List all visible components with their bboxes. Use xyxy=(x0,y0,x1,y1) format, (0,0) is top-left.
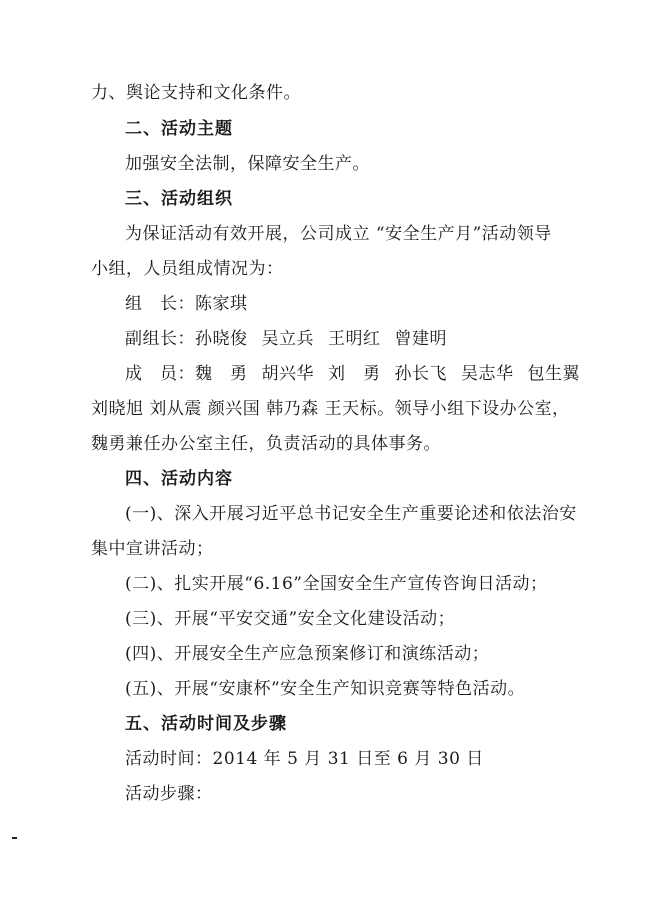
organization-paragraph-line-2: 小组，人员组成情况为： xyxy=(91,259,284,279)
member-name: 吴志华 xyxy=(461,364,514,384)
deputy-label: 副组长： xyxy=(125,329,195,349)
schedule-steps-label: 活动步骤： xyxy=(125,784,213,804)
member-name: 孙长飞 xyxy=(394,364,447,384)
organization-paragraph-line-1: 为保证活动有效开展，公司成立 “安全生产月”活动领导 xyxy=(125,224,552,244)
leader-label: 组 长： xyxy=(125,294,195,314)
content-item-1-line-1: (一)、深入开展习近平总书记安全生产重要论述和依法治安 xyxy=(125,504,577,524)
deputy-name: 曾建明 xyxy=(394,329,447,349)
scan-mark xyxy=(12,837,17,839)
deputy-name: 孙晓俊 xyxy=(195,329,248,349)
leader-row xyxy=(125,293,248,315)
content-item-2: (二)、扎实开展“6.16”全国安全生产宣传咨询日活动； xyxy=(125,574,548,594)
theme-text: 加强安全法制，保障安全生产。 xyxy=(125,154,370,174)
section-heading-schedule: 五、活动时间及步骤 xyxy=(125,714,287,734)
section-heading-content: 四、活动内容 xyxy=(125,469,233,489)
members-row-3: 魏勇兼任办公室主任，负责活动的具体事务。 xyxy=(91,434,441,454)
member-name: 胡兴华 xyxy=(261,364,314,384)
deputy-row xyxy=(125,328,447,350)
member-name: 包生翼 xyxy=(527,364,580,384)
member-label: 成 员： xyxy=(125,364,195,384)
leader-name: 陈家琪 xyxy=(195,294,248,314)
content-item-1-line-2: 集中宣讲活动； xyxy=(91,539,214,559)
section-heading-theme: 二、活动主题 xyxy=(125,119,233,139)
continuation-line: 力、舆论支持和文化条件。 xyxy=(91,83,301,103)
content-item-5: (五)、开展“安康杯”安全生产知识竞赛等特色活动。 xyxy=(125,679,526,699)
section-heading-organization: 三、活动组织 xyxy=(125,189,233,209)
member-name: 魏 勇 xyxy=(195,364,248,384)
content-item-3: (三)、开展“平安交通”安全文化建设活动； xyxy=(125,609,456,629)
deputy-name: 吴立兵 xyxy=(261,329,314,349)
deputy-name: 王明红 xyxy=(328,329,381,349)
member-name: 刘 勇 xyxy=(328,364,381,384)
members-row-2: 刘晓旭 刘从震 颜兴国 韩乃森 王天标。领导小组下设办公室， xyxy=(91,399,570,419)
schedule-time: 活动时间：2014 年 5 月 31 日至 6 月 30 日 xyxy=(125,749,484,769)
content-item-4: (四)、开展安全生产应急预案修订和演练活动； xyxy=(125,644,490,664)
members-row-1 xyxy=(125,363,580,385)
